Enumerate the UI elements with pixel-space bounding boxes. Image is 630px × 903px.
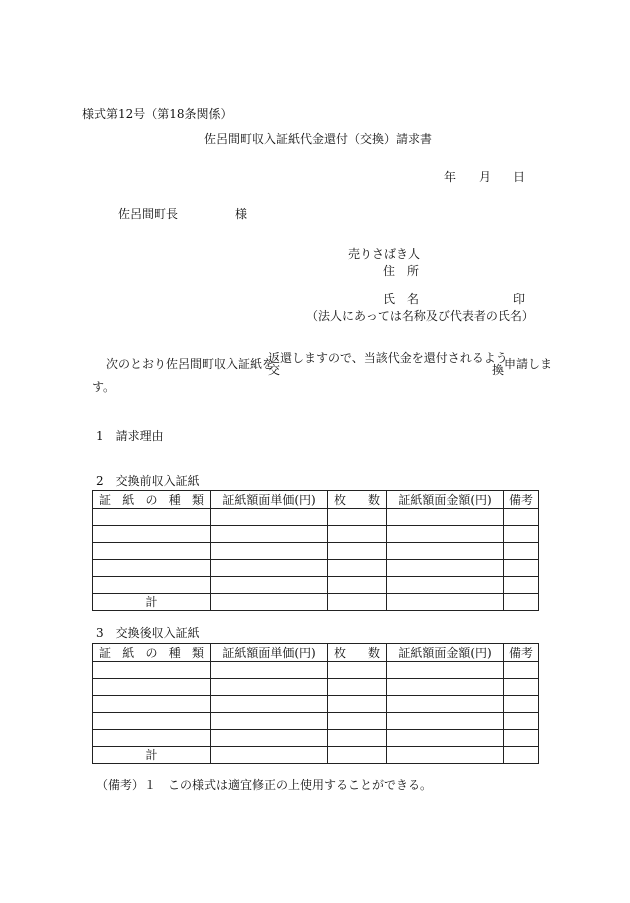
header-unit-price: 証紙額面単価(円) [211, 491, 328, 509]
header-remarks: 備考 [504, 491, 539, 509]
document-title: 佐呂間町収入証紙代金還付（交換）請求書 [204, 132, 433, 146]
body-alt2-bottom: 換 [492, 363, 505, 377]
total-label: 計 [93, 747, 211, 764]
date-day: 日 [513, 170, 526, 184]
table-header-row [93, 644, 539, 662]
body-alt-bottom: 交 [268, 363, 281, 377]
header-unit-price: 証紙額面単価(円) [211, 644, 328, 662]
total-row [93, 747, 539, 764]
table-row [93, 577, 539, 594]
total-row [93, 594, 539, 611]
applicant-note: （法人にあっては名称及び代表者の氏名） [306, 309, 534, 323]
section3-label: 3 交換後収入証紙 [96, 626, 200, 640]
table-row [93, 713, 539, 730]
table-row [93, 560, 539, 577]
before-exchange-table [92, 490, 539, 611]
applicant-name-label: 氏 名 [383, 292, 420, 306]
table-header-row [93, 491, 539, 509]
date-year: 年 [444, 170, 457, 184]
table-row [93, 696, 539, 713]
footnote: （備考）１ この様式は適宜修正の上使用することができる。 [96, 778, 433, 792]
table-row [93, 543, 539, 560]
body-part3: 申請しま [504, 357, 553, 371]
table-row [93, 662, 539, 679]
header-amount: 証紙額面金額(円) [387, 644, 504, 662]
after-exchange-table [92, 643, 539, 764]
date-month: 月 [479, 170, 492, 184]
header-kind: 証 紙 の 種 類 [93, 644, 211, 662]
form-number: 様式第12号（第18条関係） [82, 107, 233, 121]
header-kind: 証 紙 の 種 類 [93, 491, 211, 509]
body-part1: 次のとおり佐呂間町収入証紙を [106, 357, 275, 371]
section2-label: 2 交換前収入証紙 [96, 474, 200, 488]
table-row [93, 679, 539, 696]
applicant-role: 売りさばき人 [348, 247, 421, 261]
table-row [93, 526, 539, 543]
header-count: 枚 数 [328, 644, 387, 662]
applicant-address-label: 住 所 [383, 264, 420, 278]
addressee-honorific: 様 [235, 207, 248, 221]
seal-mark: 印 [513, 292, 526, 306]
body-alt-top: 返還 [268, 351, 293, 365]
body-line2: す。 [92, 380, 116, 394]
addressee-name: 佐呂間町長 [118, 207, 179, 221]
table-row [93, 509, 539, 526]
total-label: 計 [93, 594, 211, 611]
header-remarks: 備考 [504, 644, 539, 662]
header-count: 枚 数 [328, 491, 387, 509]
section1-label: 1 請求理由 [96, 429, 164, 443]
header-amount: 証紙額面金額(円) [387, 491, 504, 509]
body-part2: しますので、当該代金を還付されるよう [292, 351, 508, 365]
table-row [93, 730, 539, 747]
